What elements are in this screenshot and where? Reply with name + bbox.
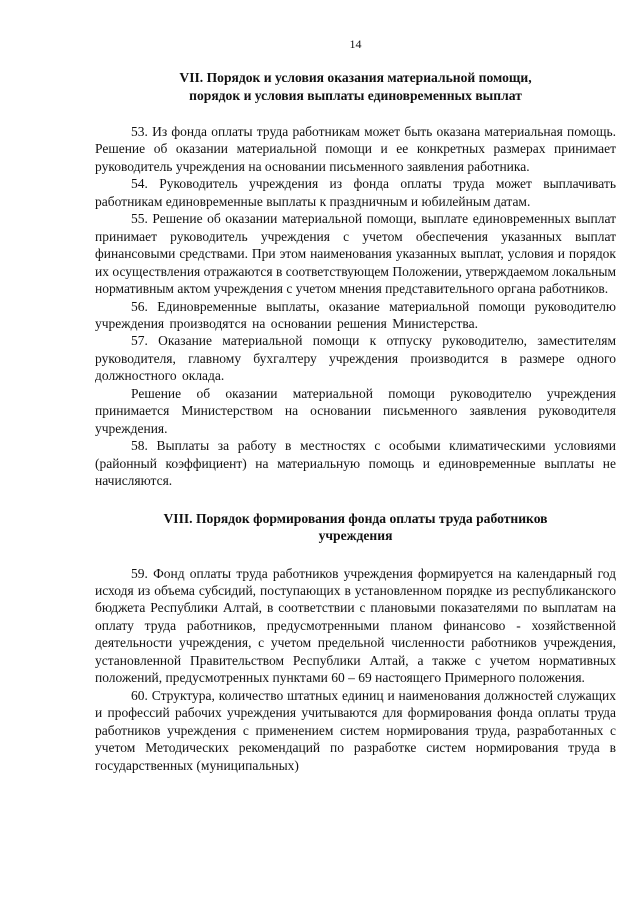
paragraph-57-decision: Решение об оказании материальной помощи руководителю учреждения принимается Министерством на основании письменного заявления руководителя учреждения. [95,385,616,436]
paragraph-57: 57. Оказание материальной помощи к отпуску руководителю, заместителям руководителя, главному бухгалтеру учреждения производится в размере одного должностного оклада. [95,333,616,384]
section-8-title [95,510,616,545]
paragraph-54: 54. Руководитель учреждения из фонда оплаты труда может выплачивать работникам единовременные выплаты к праздничным и юбилейным датам. [95,176,616,209]
paragraph-56: 56. Единовременные выплаты, оказание материальной помощи руководителю учреждения производятся на основании решения Министерства. [95,298,616,331]
section-7-title [95,69,616,104]
section-8-title-line-2: учреждения [318,528,393,544]
paragraph-53: 53. Из фонда оплаты труда работникам может быть оказана материальная помощь. Решение об оказании материальной помощи и ее конкретных размерах принимает руководитель учреждения на основании письменного заявления работника. [95,124,616,174]
paragraph-55: 55. Решение об оказании материальной помощи, выплате единовременных выплат принимает руководитель учреждения с учетом обеспечения указанных выплат финансовыми средствами. При этом наименования указанных выплат, условия и порядок их осуществления отражаются в соответствующем Положении, утверждаемом локальным нормативным актом учреждения с учетом мнения представительного органа работников. [95,211,616,297]
paragraph-59: 59. Фонд оплаты труда работников учреждения формируется на календарный год исходя из объема субсидий, поступающих в установленном порядке из республиканского бюджета Республики Алтай, в соответствии с плановыми показателями по выплатам на оплату труда работников, предусмотренными планом финансово - хозяйственной деятельности учреждения, с учетом предельной численности работников учреждения, установленной Правительством Республики Алтай, а также с учетом нормативных положений, предусмотренных пунктами 60 – 69 настоящего Примерного положения. [95,565,616,686]
page-number: 14 [349,37,362,51]
section-7-title-line-1: VII. Порядок и условия оказания материальной помощи, [179,70,532,85]
paragraph-58: 58. Выплаты за работу в местностях с особыми климатическими условиями (районный коэффициент) на материальную помощь и единовременные выплаты не начисляются. [95,438,616,489]
section-7-title-line-2: порядок и условия выплаты единовременных выплат [189,87,522,103]
section-8-title-line-1: VIII. Порядок формирования фонда оплаты труда работников [163,510,548,526]
paragraph-60: 60. Структура, количество штатных единиц и наименования должностей служащих и профессий рабочих учреждения учитываются для формирования фонда оплаты труда работников учреждения с применением систем нормирования труда, разработанных с учетом Методических рекомендаций по разработке систем нормирования труда в государственных (муниципальных) [95,687,616,773]
